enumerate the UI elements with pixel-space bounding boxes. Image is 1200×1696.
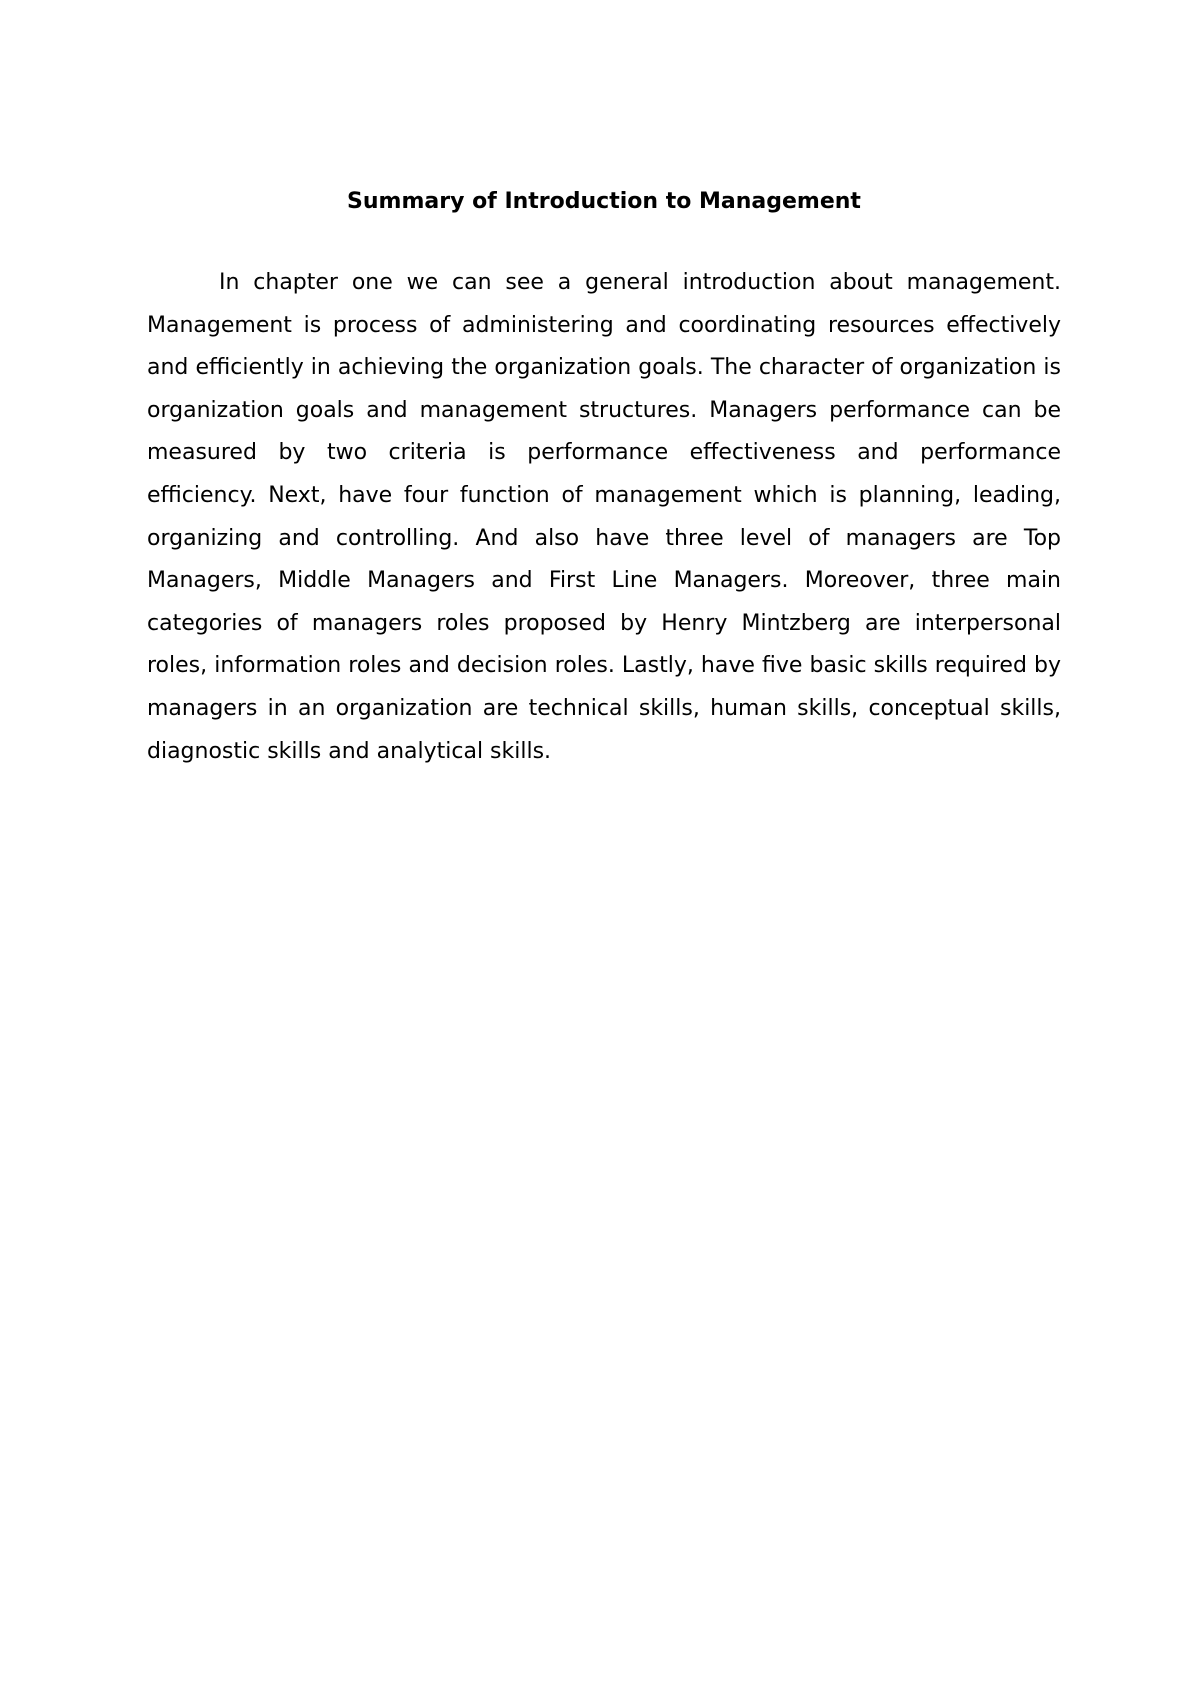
summary-paragraph: In chapter one we can see a general introduction about management. Management is process of administering and coordinating resources effectively and efficiently in achieving the organization goals. The character of organization is organization goals and management structures. Managers performance can be measured by two criteria is performance effectiveness and performance efficiency. Next, have four function of management which is planning, leading, organizing and controlling. And also have three level of managers are Top Managers, Middle Managers and First Line Managers. Moreover, three main categories of managers roles proposed by Henry Mintzberg are interpersonal roles, information roles and decision roles. Lastly, have five basic skills required by managers in an organization are technical skills, human skills, conceptual skills, diagnostic skills and analytical skills.: [147, 270, 1061, 764]
document-title: Summary of Introduction to Management: [347, 189, 861, 214]
document-body: [147, 186, 1061, 773]
